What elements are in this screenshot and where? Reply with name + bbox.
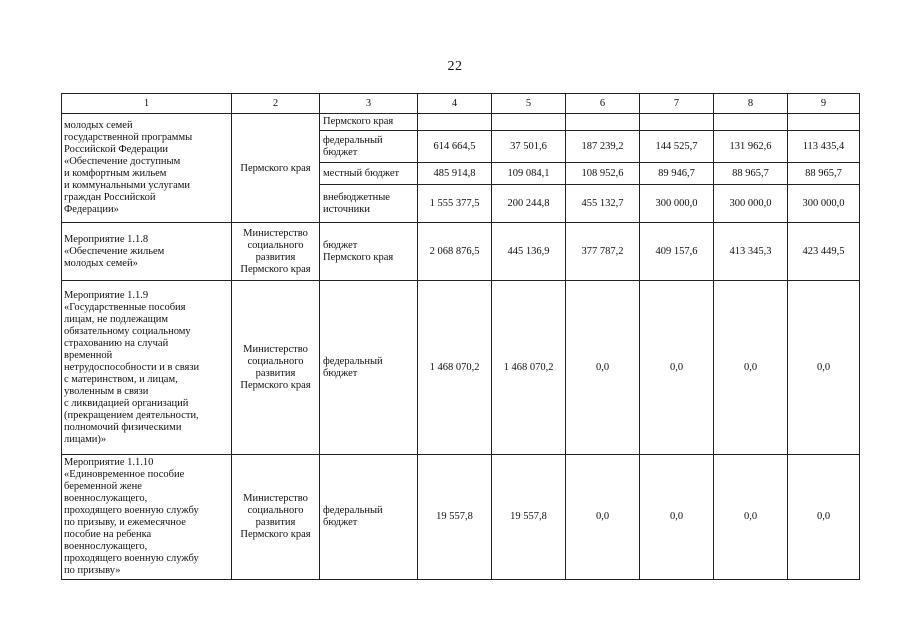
table-row bbox=[62, 114, 860, 131]
source-cell: федеральный бюджет bbox=[320, 455, 418, 580]
value-cell bbox=[418, 114, 492, 131]
value-cell: 377 787,2 bbox=[566, 223, 640, 281]
value-cell: 108 952,6 bbox=[566, 163, 640, 185]
value-cell: 187 239,2 bbox=[566, 131, 640, 163]
value-cell: 144 525,7 bbox=[640, 131, 714, 163]
column-header: 1 bbox=[62, 94, 232, 114]
value-cell: 445 136,9 bbox=[492, 223, 566, 281]
value-cell: 19 557,8 bbox=[492, 455, 566, 580]
value-cell bbox=[640, 114, 714, 131]
source-cell: внебюджетные источники bbox=[320, 185, 418, 223]
measure-cell: Мероприятие 1.1.9 «Государственные пособия лицам, не подлежащим обязательному социальному страхованию на случай временной нетрудоспособности и в связи с материнством, и лицам, уволенным в связи с ликвидацией организаций (прекращением деятельности, полномочий физическими лицами)» bbox=[62, 281, 232, 455]
column-header: 2 bbox=[232, 94, 320, 114]
value-cell: 89 946,7 bbox=[640, 163, 714, 185]
executor-cell: Министерство социального развития Пермского края bbox=[232, 281, 320, 455]
value-cell: 1 468 070,2 bbox=[492, 281, 566, 455]
value-cell: 413 345,3 bbox=[714, 223, 788, 281]
value-cell: 0,0 bbox=[714, 281, 788, 455]
value-cell: 485 914,8 bbox=[418, 163, 492, 185]
executor-cell: Пермского края bbox=[232, 114, 320, 223]
value-cell: 113 435,4 bbox=[788, 131, 860, 163]
source-cell: Пермского края bbox=[320, 114, 418, 131]
value-cell: 131 962,6 bbox=[714, 131, 788, 163]
value-cell: 300 000,0 bbox=[714, 185, 788, 223]
column-header: 3 bbox=[320, 94, 418, 114]
value-cell: 614 664,5 bbox=[418, 131, 492, 163]
table-row bbox=[62, 223, 860, 281]
budget-table bbox=[61, 93, 860, 580]
value-cell bbox=[492, 114, 566, 131]
value-cell: 1 468 070,2 bbox=[418, 281, 492, 455]
table-row bbox=[62, 455, 860, 580]
value-cell: 0,0 bbox=[788, 281, 860, 455]
measure-cell: молодых семей государственной программы Российской Федерации «Обеспечение доступным и комфортным жильем и коммунальными услугами граждан Российской Федерации» bbox=[62, 114, 232, 223]
value-cell: 300 000,0 bbox=[788, 185, 860, 223]
source-cell: местный бюджет bbox=[320, 163, 418, 185]
value-cell: 0,0 bbox=[566, 455, 640, 580]
value-cell: 0,0 bbox=[640, 281, 714, 455]
header-row bbox=[62, 94, 860, 114]
executor-cell: Министерство социального развития Пермского края bbox=[232, 223, 320, 281]
source-cell: федеральный бюджет bbox=[320, 281, 418, 455]
value-cell: 1 555 377,5 bbox=[418, 185, 492, 223]
value-cell: 0,0 bbox=[788, 455, 860, 580]
value-cell: 19 557,8 bbox=[418, 455, 492, 580]
value-cell bbox=[566, 114, 640, 131]
column-header: 6 bbox=[566, 94, 640, 114]
value-cell: 409 157,6 bbox=[640, 223, 714, 281]
column-header: 9 bbox=[788, 94, 860, 114]
page-number: 22 bbox=[447, 59, 463, 74]
value-cell: 37 501,6 bbox=[492, 131, 566, 163]
value-cell: 0,0 bbox=[714, 455, 788, 580]
column-header: 8 bbox=[714, 94, 788, 114]
column-header: 4 bbox=[418, 94, 492, 114]
column-header: 5 bbox=[492, 94, 566, 114]
value-cell: 423 449,5 bbox=[788, 223, 860, 281]
measure-cell: Мероприятие 1.1.10 «Единовременное пособие беременной жене военнослужащего, проходящего военную службу по призыву, и ежемесячное пособие на ребенка военнослужащего, проходящего военную службу по призыву» bbox=[62, 455, 232, 580]
value-cell bbox=[788, 114, 860, 131]
value-cell: 0,0 bbox=[640, 455, 714, 580]
measure-cell: Мероприятие 1.1.8 «Обеспечение жильем молодых семей» bbox=[62, 223, 232, 281]
source-cell: бюджет Пермского края bbox=[320, 223, 418, 281]
value-cell: 88 965,7 bbox=[788, 163, 860, 185]
column-header: 7 bbox=[640, 94, 714, 114]
value-cell: 2 068 876,5 bbox=[418, 223, 492, 281]
executor-cell: Министерство социального развития Пермского края bbox=[232, 455, 320, 580]
table-row bbox=[62, 281, 860, 455]
value-cell: 0,0 bbox=[566, 281, 640, 455]
value-cell: 455 132,7 bbox=[566, 185, 640, 223]
value-cell: 200 244,8 bbox=[492, 185, 566, 223]
value-cell bbox=[714, 114, 788, 131]
source-cell: федеральный бюджет bbox=[320, 131, 418, 163]
value-cell: 300 000,0 bbox=[640, 185, 714, 223]
value-cell: 88 965,7 bbox=[714, 163, 788, 185]
value-cell: 109 084,1 bbox=[492, 163, 566, 185]
